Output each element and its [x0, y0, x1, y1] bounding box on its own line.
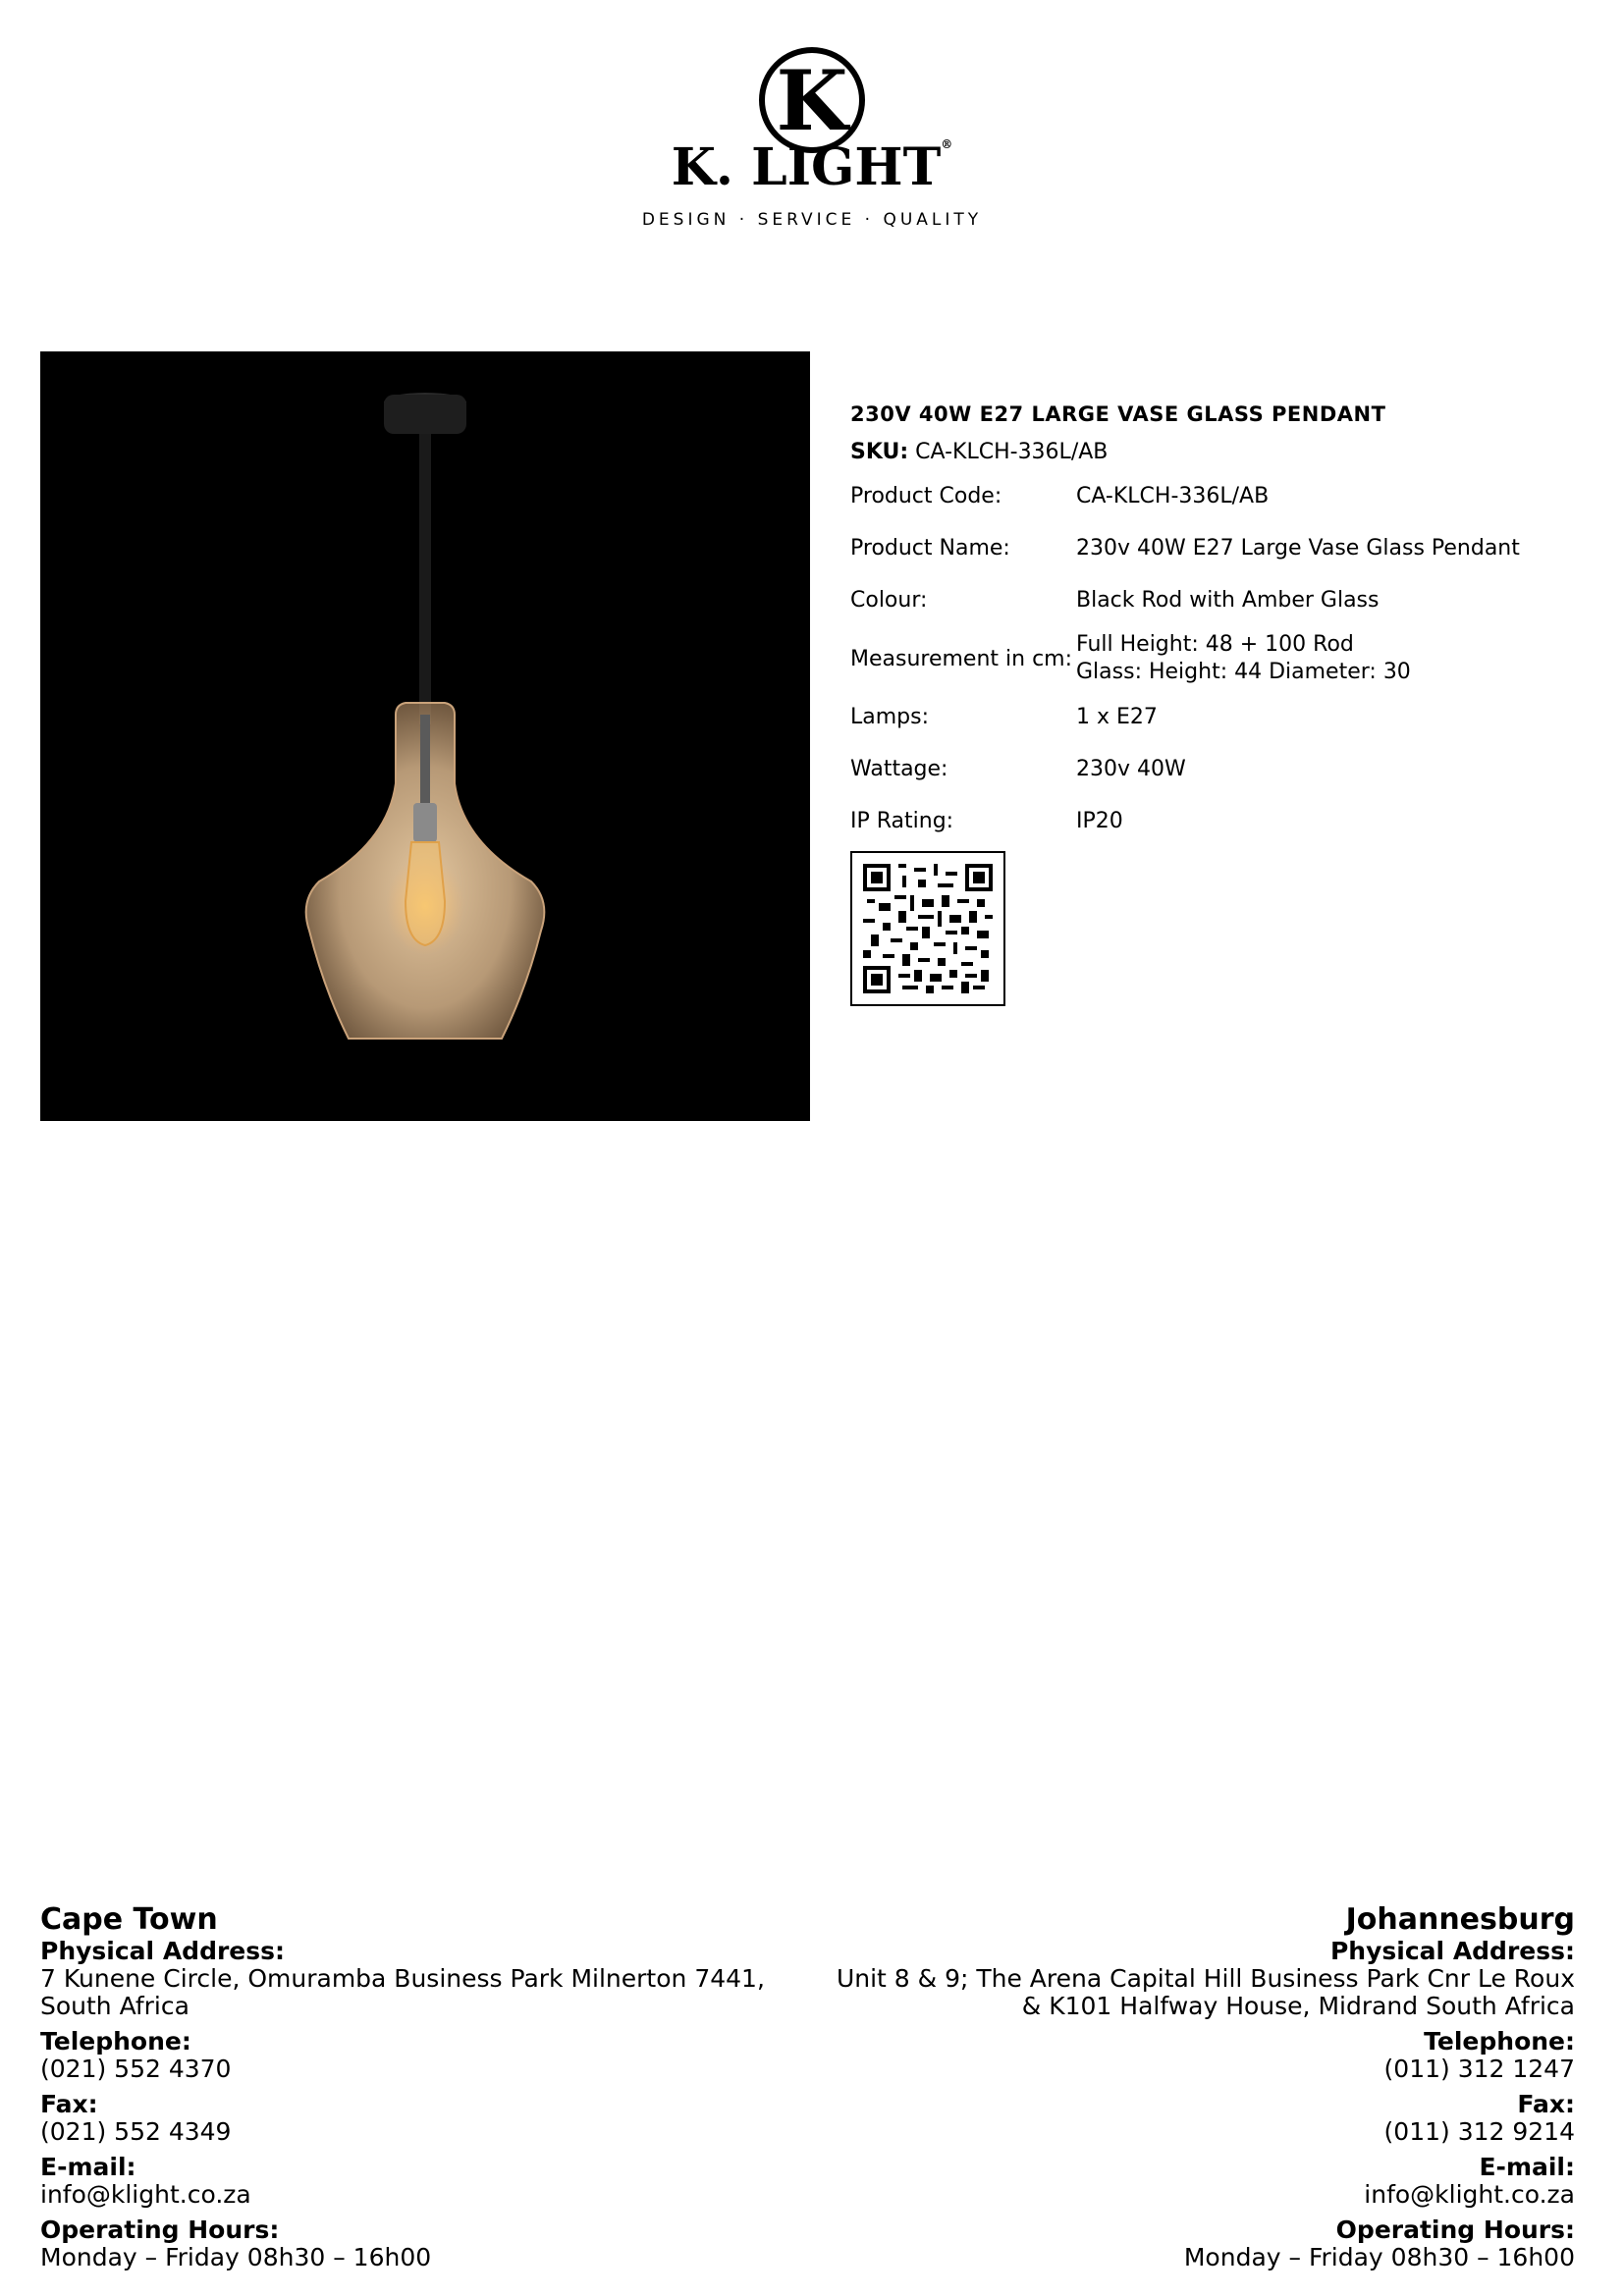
spec-value: CA-KLCH-336L/AB — [1076, 483, 1270, 508]
fax-label: Fax: — [40, 2090, 98, 2118]
spec-value: Black Rod with Amber Glass — [1076, 587, 1380, 613]
spec-table — [850, 470, 1597, 847]
spec-label: Lamps: — [850, 705, 930, 729]
spec-label: Measurement in cm: — [850, 646, 1073, 671]
hours-value: Monday – Friday 08h30 – 16h00 — [40, 2243, 432, 2271]
spec-value-line1: Full Height: 48 + 100 Rod — [1076, 632, 1354, 657]
spec-row-product-code — [850, 470, 1597, 522]
address-label: Physical Address: — [1329, 1937, 1575, 1965]
address-label: Physical Address: — [40, 1937, 286, 1965]
address-line-1: Unit 8 & 9; The Arena Capital Hill Business Park Cnr Le Roux — [836, 1964, 1575, 1993]
pendant-lamp-photo — [40, 351, 810, 1121]
email-label: E-mail: — [1479, 2153, 1575, 2181]
product-info — [850, 402, 1597, 1006]
telephone-label: Telephone: — [1424, 2027, 1575, 2056]
email-value[interactable]: info@klight.co.za — [40, 2180, 251, 2209]
email-value[interactable]: info@klight.co.za — [1364, 2180, 1575, 2209]
spec-label: Wattage: — [850, 757, 948, 781]
telephone-value: (021) 552 4370 — [40, 2055, 232, 2083]
spec-label: Product Name: — [850, 536, 1010, 561]
spec-label: Colour: — [850, 588, 928, 613]
fax-value: (011) 312 9214 — [1383, 2117, 1575, 2146]
sku-value: CA-KLCH-336L/AB — [915, 440, 1109, 464]
telephone-value: (011) 312 1247 — [1383, 2055, 1575, 2083]
hours-label: Operating Hours: — [40, 2216, 280, 2244]
footer-johannesburg — [789, 1902, 1575, 2271]
hours-value: Monday – Friday 08h30 – 16h00 — [1183, 2243, 1575, 2271]
spec-label: IP Rating: — [850, 809, 954, 833]
email-label: E-mail: — [40, 2153, 136, 2181]
spec-label: Product Code: — [850, 484, 1002, 508]
spec-value: IP20 — [1076, 808, 1123, 833]
spec-value: 230v 40W E27 Large Vase Glass Pendant — [1076, 535, 1520, 561]
spec-value: 1 x E27 — [1076, 704, 1158, 729]
sku-line — [850, 440, 1597, 464]
spec-row-lamps — [850, 691, 1597, 743]
footer-cape-town — [40, 1902, 826, 2271]
qr-code-graphic — [863, 864, 993, 993]
brand-text: K. LIGHT — [671, 137, 942, 197]
spec-value — [1076, 631, 1597, 686]
address-line-2: South Africa — [40, 1992, 189, 2020]
sku-label: SKU: — [850, 440, 909, 464]
spec-row-product-name — [850, 522, 1597, 574]
telephone-label: Telephone: — [40, 2027, 191, 2056]
spec-row-colour — [850, 574, 1597, 626]
fax-label: Fax: — [1517, 2090, 1575, 2118]
registered-mark: ® — [941, 137, 953, 151]
spec-row-wattage — [850, 743, 1597, 795]
spec-value-line2: Glass: Height: 44 Diameter: 30 — [1076, 660, 1411, 684]
address-line-2: & K101 Halfway House, Midrand South Africa — [1021, 1992, 1575, 2020]
spec-value: 230v 40W — [1076, 756, 1186, 781]
city-name: Cape Town — [40, 1902, 218, 1937]
qr-code-icon[interactable] — [850, 851, 1005, 1006]
brand-name — [0, 137, 1624, 197]
fax-value: (021) 552 4349 — [40, 2117, 232, 2146]
spec-row-ip-rating — [850, 795, 1597, 847]
city-name: Johannesburg — [1345, 1902, 1575, 1937]
logo-letter: K — [776, 52, 848, 149]
hours-label: Operating Hours: — [1335, 2216, 1575, 2244]
address-line-1: 7 Kunene Circle, Omuramba Business Park Milnerton 7441, — [40, 1964, 765, 1993]
product-title: 230V 40W E27 LARGE VASE GLASS PENDANT — [850, 402, 1386, 426]
spec-row-measurement — [850, 626, 1597, 691]
tagline: DESIGN · SERVICE · QUALITY — [641, 210, 983, 230]
product-image — [40, 351, 810, 1121]
